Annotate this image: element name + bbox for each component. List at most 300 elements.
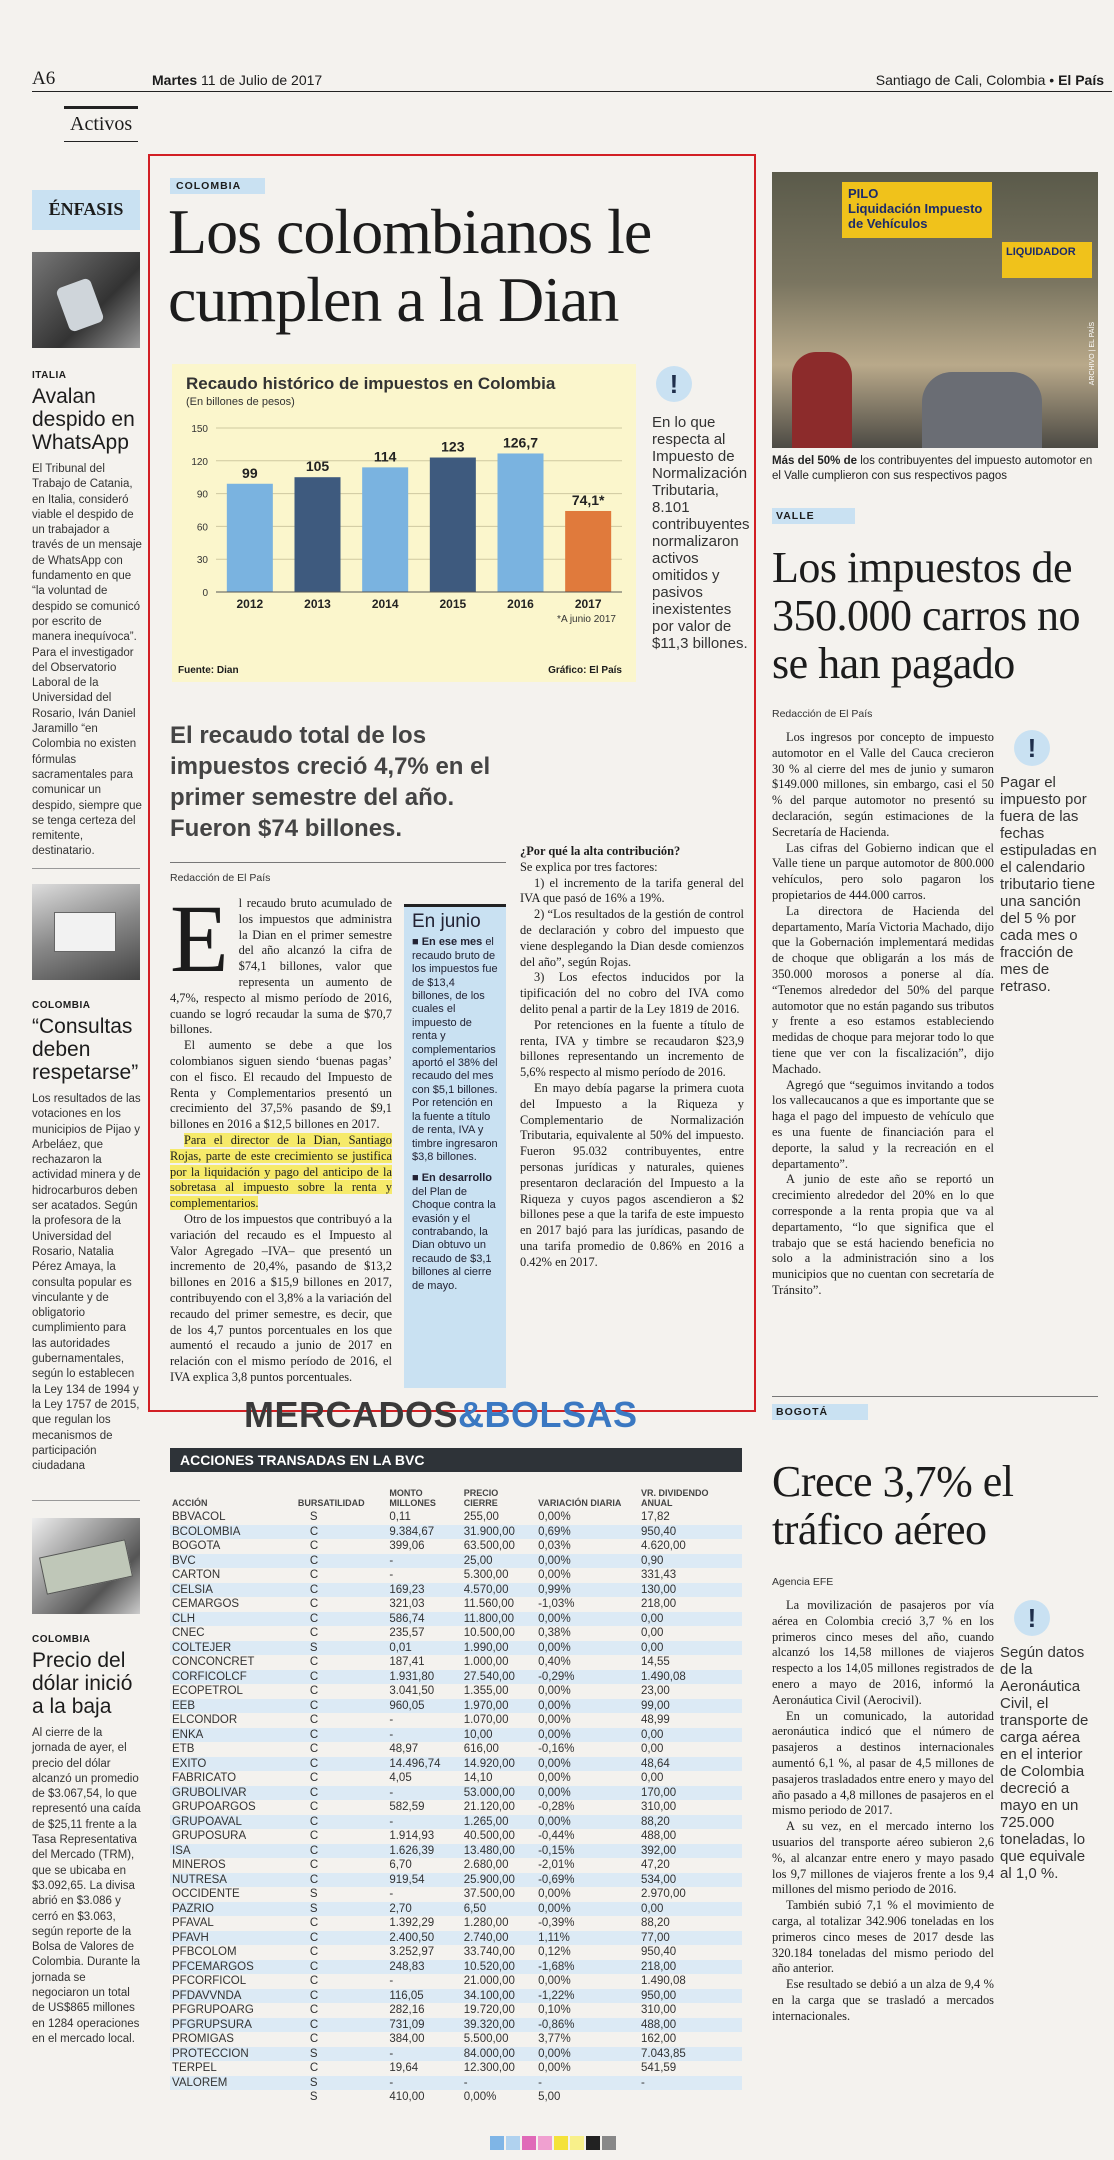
photo-caption-bold: Más del 50% de (772, 455, 858, 467)
table-cell: TERPEL (172, 2062, 217, 2075)
chart-bar (565, 511, 611, 592)
left-divider-1 (32, 868, 140, 869)
left-story-2-kicker: COLOMBIA (32, 1000, 91, 1011)
table-cell: S (309, 1511, 318, 1524)
chart-bar (430, 458, 476, 592)
tax-office-sign-text: Liquidación Impuesto de Vehículos (848, 201, 983, 231)
table-cell: PFGRUPOARG (172, 2004, 254, 2017)
table-cell: 310,00 (641, 2004, 677, 2017)
table-cell: 3.252,97 (389, 1946, 435, 1959)
q-intro: Se explica por tres factores: (520, 859, 658, 874)
table-cell: 0,00 (639, 1728, 742, 1743)
main-p3-highlight: Para el director de la Dian, Santiago Rojas, parte de este crecimiento se justifica por la liquidación y pago del anticipo de la sobretasa al impuesto sobre la renta y complementarios. (170, 1132, 392, 1211)
table-cell: 17,82 (641, 1511, 670, 1524)
bogota-p2: En un comunicado, la autoridad aeronáutica indicó que el número de pasajeros a destinos internacionales aumentó 6,1 %, al pasar de 4,5 millones de pasajeros trasladados entre enero y mayo del año pasado a 4,8 millones de pasajeros en el mismo periodo de 2017. (772, 1708, 994, 1818)
left-story-1 (32, 370, 142, 860)
left-story-1-body: El Tribunal del Trabajo de Catania, en Italia, consideró viable el despido de un trabajador a través de un mensaje de WhatsApp con fundamento en que “la voluntad de despido se comunicó por escrito de manera inequívoca”. Para el investigador del Observatorio Laboral de la Universidad del Rosario, Iván Daniel Jaramillo “en Colombia no existen fórmulas sacramentales para comunicar un despido, siempre que se tenga certeza del remitente, destinatario. (32, 463, 142, 858)
table-cell: FABRICATO (172, 1772, 237, 1785)
table-cell: EXITO (170, 1757, 296, 1772)
swatch-gray (602, 2136, 616, 2150)
left-story-1-title: Avalan despido en WhatsApp (32, 385, 135, 454)
table-cell: -0,28% (538, 1801, 575, 1814)
table-cell: 1.265,00 (462, 1815, 536, 1830)
table-cell: 1.931,80 (387, 1670, 461, 1685)
table-cell: 14,10 (463, 1772, 493, 1785)
photo-credit: ARCHIVO | EL PAÍS (1089, 322, 1096, 386)
chart-ytick-label: 150 (191, 424, 208, 435)
table-cell: PFAVH (170, 1931, 296, 1946)
table-row (170, 2018, 742, 2033)
table-cell: 116,05 (387, 1989, 461, 2004)
table-cell: 0,00% (538, 1569, 571, 1582)
swatch-light-yellow (570, 2136, 584, 2150)
table-row (170, 2032, 742, 2047)
table-cell: GRUPOSURA (172, 1830, 247, 1843)
table-cell: 218,00 (639, 1960, 742, 1975)
page-header (32, 64, 1112, 92)
table-cell: 0,00 (641, 1627, 664, 1640)
chart-category-label: 2013 (304, 597, 331, 611)
chart-ytick-label: 60 (196, 522, 208, 534)
table-cell: 84.000,00 (462, 2047, 536, 2062)
table-cell: 1.280,00 (463, 1917, 509, 1930)
table-cell: 48,64 (639, 1757, 742, 1772)
page-date (152, 72, 322, 88)
table-cell: CORFICOLCF (170, 1670, 296, 1685)
table-cell: 10.520,00 (462, 1960, 536, 1975)
table-cell: C (296, 1554, 388, 1569)
table-cell: 4.620,00 (641, 1540, 686, 1553)
table-row (170, 1786, 742, 1801)
table-cell: C (296, 1844, 388, 1859)
table-cell: 384,00 (389, 2033, 425, 2046)
table-cell: C (296, 1670, 388, 1685)
valle-kicker: VALLE (772, 508, 855, 524)
table-cell: 187,41 (389, 1656, 425, 1669)
table-cell: C (296, 1873, 388, 1888)
table-row (170, 1974, 742, 1989)
table-cell: 392,00 (639, 1844, 742, 1859)
crowd-shape (922, 372, 1042, 448)
swatch-magenta (522, 2136, 536, 2150)
bogota-headline: Crece 3,7% el tráfico aéreo (772, 1457, 1014, 1554)
table-cell: CEMARGOS (172, 1598, 240, 1611)
paper-name: El País (1058, 72, 1104, 88)
table-cell: 0,00 (639, 1902, 742, 1917)
swatch-black (586, 2136, 600, 2150)
table-row (170, 1931, 742, 1946)
table-row (170, 1684, 742, 1699)
table-cell: 4.570,00 (462, 1583, 536, 1598)
table-row (170, 1887, 742, 1902)
main-quote: En lo que respecta al Impuesto de Normalización Tributaria, 8.101 contribuyentes normalizaron activos omitidos y pasivos inexistentes por valor de $11,3 billones. (652, 414, 750, 652)
table-cell: 1.000,00 (463, 1656, 509, 1669)
chart-value-label: 114 (373, 448, 397, 465)
table-cell: 10.500,00 (463, 1627, 515, 1640)
table-cell: C (296, 1583, 388, 1598)
table-row (170, 1829, 742, 1844)
table-row (170, 2076, 742, 2091)
table-cell: 0,10% (538, 2004, 571, 2017)
table-cell: CLH (170, 1612, 296, 1627)
table-cell: 0,11 (389, 1511, 411, 1524)
markets-title-a: MERCADOS (244, 1394, 459, 1435)
markets-amp: & (458, 1394, 485, 1435)
table-cell: C (309, 1946, 319, 1959)
table-cell: C (309, 1656, 319, 1669)
table-cell: PFAVAL (172, 1917, 214, 1930)
table-cell: C (309, 1772, 319, 1785)
page-number: A6 (32, 68, 56, 89)
left-story-3 (32, 1634, 142, 2047)
chart-bar (227, 484, 273, 592)
page-location: Santiago de Cali, Colombia • El País (875, 72, 1104, 88)
table-cell: 0,00% (536, 1554, 639, 1569)
table-cell: 0,12% (538, 1946, 571, 1959)
sidebox-item-2-lead: En desarrollo (421, 1172, 492, 1185)
bogota-byline: Agencia EFE (772, 1576, 834, 1588)
valle-byline: Redacción de El País (772, 708, 873, 720)
table-cell: C (296, 1699, 388, 1714)
table-cell: 0,38% (538, 1627, 571, 1640)
sidebox-item-2: ■ En desarrollo del Plan de Choque contra la evasión y el contrabando, la Dian obtuvo un recaudo de $3,1 billones al cierre de mayo. (412, 1172, 496, 1292)
table-cell: 1.626,39 (387, 1844, 461, 1859)
table-cell: C (309, 1627, 319, 1640)
bogota-kicker: BOGOTÁ (772, 1404, 868, 1420)
table-row (170, 1641, 742, 1656)
table-cell: 0,00% (538, 1714, 571, 1727)
table-row (170, 1771, 742, 1786)
bvc-body (170, 1510, 742, 2105)
swatch-yellow (554, 2136, 568, 2150)
factor-3: 3) Los efectos inducidos por la tipificación del no cobro del IVA como delito penal a partir de la Ley 1819 de 2016. (520, 970, 744, 1016)
table-cell: 1.970,00 (462, 1699, 536, 1714)
location-text: Santiago de Cali, Colombia (875, 72, 1046, 88)
table-cell: 1.490,08 (639, 1670, 742, 1685)
table-cell: 4,05 (389, 1772, 412, 1785)
table-cell: 27.540,00 (462, 1670, 536, 1685)
table-cell: GRUPOARGOS (172, 1801, 256, 1814)
table-cell: 0,01 (387, 1641, 461, 1656)
table-cell: -0,39% (538, 1917, 575, 1930)
table-cell: 53.000,00 (462, 1786, 536, 1801)
table-cell: - (389, 1714, 394, 1727)
table-row (170, 1539, 742, 1554)
left-story-3-title: Precio del dólar inició a la baja (32, 1649, 133, 1718)
table-cell: PFCORFICOL (172, 1975, 247, 1988)
table-cell: 11.800,00 (462, 1612, 536, 1627)
table-cell: - (387, 2047, 461, 2062)
table-cell: 14,55 (641, 1656, 670, 1669)
swatch-pink (538, 2136, 552, 2150)
table-cell: 0,00% (463, 2091, 497, 2104)
print-color-bar (490, 2136, 618, 2150)
table-cell: 2.400,50 (387, 1931, 461, 1946)
q-title: ¿Por qué la alta contribución? (520, 844, 681, 858)
table-cell: 5.300,00 (463, 1569, 509, 1582)
table-cell: 0,00 (641, 1743, 664, 1756)
tax-office-photo (772, 172, 1098, 448)
table-cell: 321,03 (389, 1598, 425, 1611)
table-cell: 582,59 (389, 1801, 425, 1814)
table-cell: 0,00% (538, 1772, 571, 1785)
table-cell: 1.355,00 (463, 1685, 509, 1698)
table-cell: C (296, 1815, 388, 1830)
left-story-1-kicker: ITALIA (32, 370, 67, 381)
table-cell: 1.392,29 (389, 1917, 435, 1930)
bvc-column-header: VARIACIÓN DIARIA (538, 1498, 622, 1508)
bogota-p4: También subió 7,1 % el movimiento de carga, al totalizar 342.906 toneladas en los primeros cinco meses de 2017 desde las 320.184 toneladas del mismo periodo del año anterior. (772, 1898, 994, 1976)
markets-title-b: BOLSAS (484, 1394, 638, 1435)
phone-icon (55, 277, 105, 333)
table-cell: ISA (170, 1844, 296, 1859)
table-cell: C (296, 1728, 388, 1743)
table-cell: CARTON (172, 1569, 221, 1582)
chart-ytick-label: 120 (191, 456, 208, 468)
table-cell: 10,00 (462, 1728, 536, 1743)
table-row (170, 1728, 742, 1743)
table-cell: 534,00 (639, 1873, 742, 1888)
table-cell: 0,00% (536, 1728, 639, 1743)
table-cell: NUTRESA (170, 1873, 296, 1888)
table-cell: -0,15% (536, 1844, 639, 1859)
main-p2: El aumento se debe a que los colombianos siguen siendo ‘buenas pagas’ con el fisco. El recaudo del Impuesto de Renta y Complementarios presentó un crecimiento del 37,5% pasando de $9,1 billones en 2016 a $12,5 billones en 2017. (170, 1038, 392, 1132)
valle-info-icon: ! (1014, 730, 1050, 766)
chart-plot (172, 408, 636, 656)
whatsapp-photo (32, 252, 140, 348)
table-cell: 33.740,00 (463, 1946, 515, 1959)
table-cell: - (387, 1815, 461, 1830)
table-cell: 47,20 (641, 1859, 670, 1872)
table-cell: 63.500,00 (463, 1540, 515, 1553)
table-cell: 1.490,08 (641, 1975, 686, 1988)
chart-category-label: 2014 (371, 597, 399, 611)
table-cell: 0,00 (639, 1641, 742, 1656)
table-row (170, 2047, 742, 2062)
chart-ytick-label: 0 (202, 588, 208, 599)
table-cell: - (389, 1569, 394, 1582)
table-row (170, 1815, 742, 1830)
bvc-column-header: VR. DIVIDENDO ANUAL (641, 1488, 709, 1508)
bvc-column-header: MONTO MILLONES (389, 1488, 436, 1508)
table-cell: 586,74 (387, 1612, 461, 1627)
table-cell: - (389, 1975, 394, 1988)
table-row (170, 1902, 742, 1917)
sidebox-title: En junio (412, 911, 481, 932)
table-cell: 0,00% (538, 1685, 571, 1698)
table-cell: PROMIGAS (172, 2033, 234, 2046)
table-cell: 410,00 (389, 2091, 425, 2104)
table-cell: 0,99% (536, 1583, 639, 1598)
table-cell: 488,00 (641, 1830, 677, 1843)
factor-1: 1) el incremento de la tarifa general del IVA que pasó de 16% a 19%. (520, 875, 744, 906)
table-cell: - (536, 2076, 639, 2091)
chart-bar (294, 477, 340, 592)
table-cell: 0,00 (639, 1612, 742, 1627)
table-cell: 950,40 (641, 1946, 677, 1959)
table-cell: CNEC (172, 1627, 205, 1640)
info-icon: ! (656, 366, 692, 402)
main-p5: Por retenciones en la fuente a título de renta, IVA y timbre se recaudaron $23,9 billones representando un incremento de 5,6% respecto al mismo período de 2016. (520, 1017, 744, 1080)
table-cell: PFBCOLOM (172, 1946, 237, 1959)
tax-office-sign (842, 182, 992, 238)
table-cell: 541,59 (641, 2062, 677, 2075)
bvc-column-header: PRECIO CIERRE (463, 1488, 499, 1508)
table-row (170, 2003, 742, 2018)
table-cell: 310,00 (641, 1801, 677, 1814)
table-cell: 12.300,00 (463, 2062, 515, 2075)
table-cell: 0,00% (536, 1612, 639, 1627)
table-cell: S (309, 2091, 318, 2104)
table-cell: 37.500,00 (463, 1888, 515, 1901)
ballot-box-icon (54, 912, 116, 952)
table-cell: 77,00 (639, 1931, 742, 1946)
table-cell: 399,06 (389, 1540, 425, 1553)
table-cell: 1.914,93 (389, 1830, 435, 1843)
table-row (170, 1699, 742, 1714)
bvc-table (170, 1474, 742, 2105)
table-cell: 218,00 (641, 1598, 677, 1611)
table-row (170, 1583, 742, 1598)
table-cell: -0,16% (538, 1743, 575, 1756)
table-cell: 21.000,00 (463, 1975, 515, 1988)
table-cell: - (387, 1728, 461, 1743)
table-cell: 14.920,00 (462, 1757, 536, 1772)
table-cell: 19.720,00 (463, 2004, 515, 2017)
table-cell: 0,03% (538, 1540, 571, 1553)
valle-p3: La directora de Hacienda del departamento, María Victoria Machado, dijo que la Gobernación implementará medidas de choque que obligarán a los más de 350.000 morosos a ponerse al día. “Tenemos alrededor del 50% del parque automotor que no están pagando sus tributos y frente a eso estamos estableciendo medidas de choque para mejorar todo lo que tiene que ver con la fiscalización”, dijo Machado. (772, 903, 994, 1076)
table-cell: 31.900,00 (462, 1525, 536, 1540)
table-cell: -1,03% (538, 1598, 575, 1611)
table-cell: C (296, 1525, 388, 1540)
table-cell: COLTEJER (170, 1641, 296, 1656)
valle-body (772, 730, 994, 1299)
chart-title: Recaudo histórico de impuestos en Colombia (186, 374, 556, 393)
table-cell: EEB (170, 1699, 296, 1714)
table-cell: BVC (170, 1554, 296, 1569)
table-cell: 6,50 (462, 1902, 536, 1917)
table-row (170, 1626, 742, 1641)
table-cell: 88,20 (641, 1917, 670, 1930)
table-cell: C (309, 1598, 319, 1611)
table-cell: 0,00% (536, 2047, 639, 2062)
table-cell: ETB (172, 1743, 195, 1756)
table-cell: PFDAVVNDA (170, 1989, 296, 2004)
table-cell: 25,00 (462, 1554, 536, 1569)
table-cell: OCCIDENTE (172, 1888, 240, 1901)
chart-category-label: 2016 (507, 597, 534, 611)
table-cell: 331,43 (641, 1569, 677, 1582)
table-row (170, 1655, 742, 1670)
table-cell: 9.384,67 (387, 1525, 461, 1540)
valle-p4: Agregó que “seguimos invitando a todos los vallecaucanos a que es importante que se haga el pago del impuesto de vehículo que es una fuente de financiación para el deporte, la salud y la recreación en el departamento”. (772, 1077, 994, 1171)
table-cell: -0,44% (538, 1830, 575, 1843)
table-row (170, 1945, 742, 1960)
table-cell: C (309, 1801, 319, 1814)
chart-bar (362, 467, 408, 592)
table-cell: 14.496,74 (387, 1757, 461, 1772)
table-cell: - (387, 2076, 461, 2091)
table-cell: 0,00% (536, 1699, 639, 1714)
june-sidebox (404, 904, 506, 1388)
chart-value-label: 74,1* (571, 491, 605, 508)
bogota-p5: Ese resultado se debió a un alza de 9,4 % en la carga que se trasladó a mercados internacionales. (772, 1977, 994, 2023)
table-cell: C (309, 2033, 319, 2046)
bvc-table-title: ACCIONES TRANSADAS EN LA BVC (170, 1448, 742, 1472)
table-cell: C (309, 1714, 319, 1727)
table-cell: C (309, 1569, 319, 1582)
table-row (170, 1960, 742, 1975)
chart-ytick-label: 90 (196, 489, 208, 501)
table-cell: -0,86% (536, 2018, 639, 2033)
table-cell: 0,00% (538, 2062, 571, 2075)
table-cell: 248,83 (387, 1960, 461, 1975)
table-cell: 2,70 (387, 1902, 461, 1917)
table-cell: C (296, 1931, 388, 1946)
table-row (170, 2090, 742, 2105)
table-row (170, 1800, 742, 1815)
table-row (170, 1844, 742, 1859)
table-cell: BBVACOL (172, 1511, 226, 1524)
table-cell: C (296, 2018, 388, 2033)
right-divider (772, 1396, 1098, 1397)
main-p1: l recaudo bruto acumulado de los impuestos que administra la Dian en el primer semestre del año alcanzó la cifra de $74,1 billones, valor que representa un aumento de 4,7%, respecto al mismo período de 2016, cuando se logró recaudar la suma de $70,7 billones. (170, 896, 392, 1037)
chart-value-label: 105 (305, 458, 330, 475)
table-row (170, 1858, 742, 1873)
table-cell: BOGOTA (172, 1540, 221, 1553)
chart-ytick-label: 30 (196, 555, 208, 567)
table-cell: -0,69% (536, 1873, 639, 1888)
table-cell: 99,00 (639, 1699, 742, 1714)
bogota-p3: A su vez, en el mercado interno los usuarios del transporte aéreo subieron 2,6 %, al alcanzar entre enero y mayo pasado los 9,7 millones de viajeros frente a los 9,4 millones del mismo periodo de 2016. (772, 1819, 994, 1897)
table-cell: C (296, 1786, 388, 1801)
table-cell: -1,68% (536, 1960, 639, 1975)
table-cell: C (309, 2062, 319, 2075)
table-cell: 1.990,00 (462, 1641, 536, 1656)
main-p6: En mayo debía pagarse la primera cuota del Impuesto a la Riqueza y Complementario de Normalización Tributaria, equivalente al 50% del impuesto. Fueron 95.032 contribuyentes, entre personas jurídicas y naturales, quienes presentaron declaración del Impuesto a la Riqueza y cuyos pagos ascendieron a $2 billones pese a que la tarifa de este impuesto en 2017 bajó para las jurídicas, pasando de una tarifa promedio de 0.86% en 2016 a 0.42% en 2017. (520, 1080, 744, 1269)
table-cell: GRUPOAVAL (170, 1815, 296, 1830)
banknote-icon (39, 1539, 133, 1594)
table-row (170, 1554, 742, 1569)
table-cell (639, 2090, 742, 2105)
chart-bar (497, 453, 543, 592)
table-cell: 48,99 (641, 1714, 670, 1727)
valle-headline: Los impuestos de 350.000 carros no se han pagado (772, 543, 1080, 688)
chart-category-label: 2017 (574, 597, 602, 611)
left-story-2-body: Los resultados de las votaciones en los municipios de Pijao y Arbeláez, que rechazaron la actividad minera y de hidrocarburos deben ser acatados. Según la profesora de la Universidad del Rosario, Natalia Pérez Amaya, la consulta popular es vinculante y de obligatorio cumplimiento para las autoridades gubernamentales, según lo establecen la Ley 134 de 1994 y la Ley 1757 de 2015, que regulan los mecanismos de participación ciudadana (32, 1093, 141, 1473)
table-row (170, 1612, 742, 1627)
table-cell: - (387, 1554, 461, 1569)
table-cell: S (296, 1902, 388, 1917)
table-cell: C (296, 1757, 388, 1772)
table-cell: PFGRUPSURA (170, 2018, 296, 2033)
main-byline: Redacción de El País (170, 872, 271, 884)
bogota-body (772, 1598, 994, 2025)
table-cell: C (309, 1743, 319, 1756)
table-cell: 0,90 (639, 1554, 742, 1569)
table-cell: - (387, 1786, 461, 1801)
bogota-quote: Según datos de la Aeronáutica Civil, el transporte de carga aérea en el interior de Colombia decreció a mayo en un 725.000 toneladas, lo que equivale al 1,0 %. (1000, 1644, 1089, 1882)
ballot-photo (32, 884, 140, 980)
main-kicker: COLOMBIA (170, 178, 265, 194)
left-divider-2 (32, 1500, 140, 1501)
table-cell: 0,00% (538, 1511, 571, 1524)
markets-title (244, 1394, 638, 1436)
table-cell: 40.500,00 (463, 1830, 515, 1843)
table-cell: 282,16 (389, 2004, 425, 2017)
table-cell: BCOLOMBIA (170, 1525, 296, 1540)
table-row (170, 1670, 742, 1685)
